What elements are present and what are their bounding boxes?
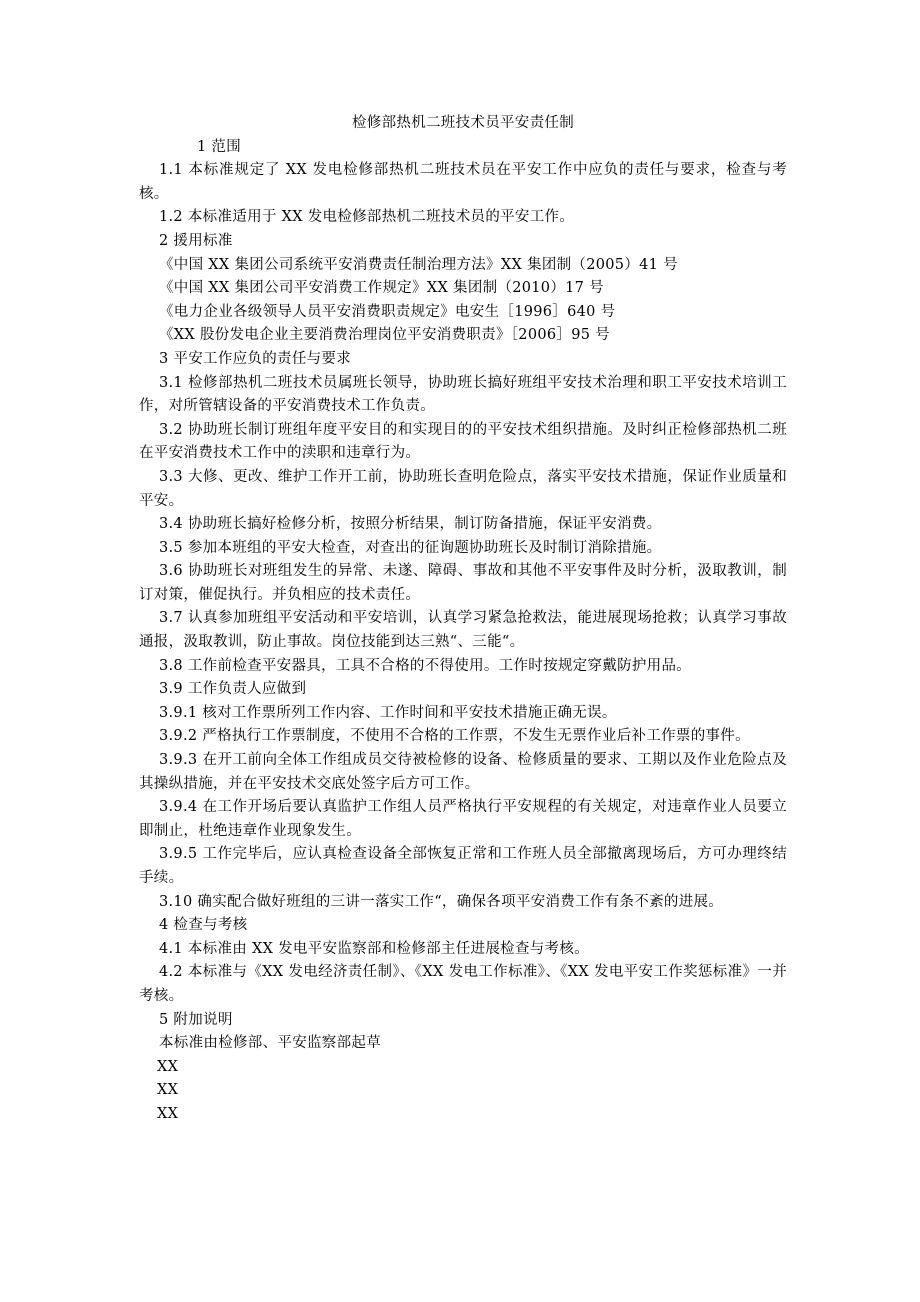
paragraph-3-9-3: 3.9.3 在开工前向全体工作组成员交待被检修的设备、检修质量的要求、工期以及作业危险点及其操纵措施，并在平安技术交底处签字后方可工作。 bbox=[139, 752, 787, 792]
paragraph-3-9-4: 3.9.4 在工作开场后要认真监护工作组人员严格执行平安规程的有关规定，对违章作业人员要立即制止，杜绝违章作业现象发生。 bbox=[139, 799, 787, 839]
reference-3: 《电力企业各级领导人员平安消费职责规定》电安生［1996］640 号 bbox=[159, 303, 616, 320]
paragraph-3-9: 3.9 工作负责人应做到 bbox=[159, 681, 307, 698]
paragraph-3-1: 3.1 检修部热机二班技术员属班长领导，协助班长搞好班组平安技术治理和职工平安技术培训工作，对所管辖设备的平安消费技术工作负责。 bbox=[139, 374, 787, 415]
document-title: 检修部热机二班技术员平安责任制 bbox=[352, 115, 574, 131]
reference-1: 《中国 XX 集团公司系统平安消费责任制治理方法》XX 集团制（2005）41 号 bbox=[159, 256, 678, 273]
section-heading-1: 1 范围 bbox=[197, 138, 242, 155]
section-heading-4: 4 检查与考核 bbox=[159, 917, 248, 934]
paragraph-1-1: 1.1 本标准规定了 XX 发电检修部热机二班技术员在平安工作中应负的责任与要求，检查与考核。 bbox=[139, 162, 787, 202]
paragraph-3-9-2: 3.9.2 严格执行工作票制度，不使用不合格的工作票，不发生无票作业后补工作票的事件。 bbox=[159, 728, 750, 745]
paragraph-3-2: 3.2 协助班长制订班组年度平安目的和实现目的的平安技术组织措施。及时纠正检修部热机二班在平安消费技术工作中的渎职和违章行为。 bbox=[139, 421, 787, 462]
paragraph-3-5: 3.5 参加本班组的平安大检查，对查出的征询题协助班长及时制订消除措施。 bbox=[159, 539, 662, 556]
paragraph-3-8: 3.8 工作前检查平安器具，工具不合格的不得使用。工作时按规定穿戴防护用品。 bbox=[159, 657, 692, 674]
section-heading-2: 2 援用标准 bbox=[159, 232, 233, 249]
paragraph-4-2: 4.2 本标准与《XX 发电经济责任制》、《XX 发电工作标准》、《XX 发电平安工作奖惩标准》一并考核。 bbox=[139, 964, 787, 1004]
section-heading-5: 5 附加说明 bbox=[159, 1011, 233, 1028]
paragraph-3-7: 3.7 认真参加班组平安活动和平安培训，认真学习紧急抢救法，能进展现场抢救；认真学习事故通报，汲取教训，防止事故。岗位技能到达三熟“、三能“。 bbox=[139, 610, 787, 651]
signature-line-1: XX bbox=[157, 1058, 179, 1075]
paragraph-1-2: 1.2 本标准适用于 XX 发电检修部热机二班技术员的平安工作。 bbox=[159, 209, 575, 226]
paragraph-3-9-1: 3.9.1 核对工作票所列工作内容、工作时间和平安技术措施正确无误。 bbox=[159, 704, 617, 721]
signature-line-2: XX bbox=[157, 1082, 179, 1099]
paragraph-3-6: 3.6 协助班长对班组发生的异常、未遂、障碍、事故和其他不平安事件及时分析，汲取教训，制订对策，催促执行。并负相应的技术责任。 bbox=[139, 563, 787, 603]
paragraph-4-1: 4.1 本标准由 XX 发电平安监察部和检修部主任进展检查与考核。 bbox=[159, 940, 589, 957]
section-heading-3: 3 平安工作应负的责任与要求 bbox=[159, 350, 352, 367]
document-page bbox=[139, 112, 787, 1127]
reference-2: 《中国 XX 集团公司平安消费工作规定》XX 集团制（2010）17 号 bbox=[159, 280, 604, 297]
signature-line-3: XX bbox=[157, 1105, 179, 1122]
reference-4: 《XX 股份发电企业主要消费治理岗位平安消费职责》［2006］95 号 bbox=[159, 327, 610, 344]
paragraph-3-3: 3.3 大修、更改、维护工作开工前，协助班长查明危险点，落实平安技术措施，保证作业质量和平安。 bbox=[139, 468, 787, 509]
paragraph-5-drafter: 本标准由检修部、平安监察部起草 bbox=[159, 1035, 381, 1052]
paragraph-3-10: 3.10 确实配合做好班组的三讲一落实工作“，确保各项平安消费工作有条不紊的进展。 bbox=[159, 893, 724, 910]
paragraph-3-4: 3.4 协助班长搞好检修分析，按照分析结果，制订防备措施，保证平安消费。 bbox=[159, 516, 662, 533]
paragraph-3-9-5: 3.9.5 工作完毕后，应认真检查设备全部恢复正常和工作班人员全部撤离现场后，方可办理终结手续。 bbox=[139, 846, 787, 886]
